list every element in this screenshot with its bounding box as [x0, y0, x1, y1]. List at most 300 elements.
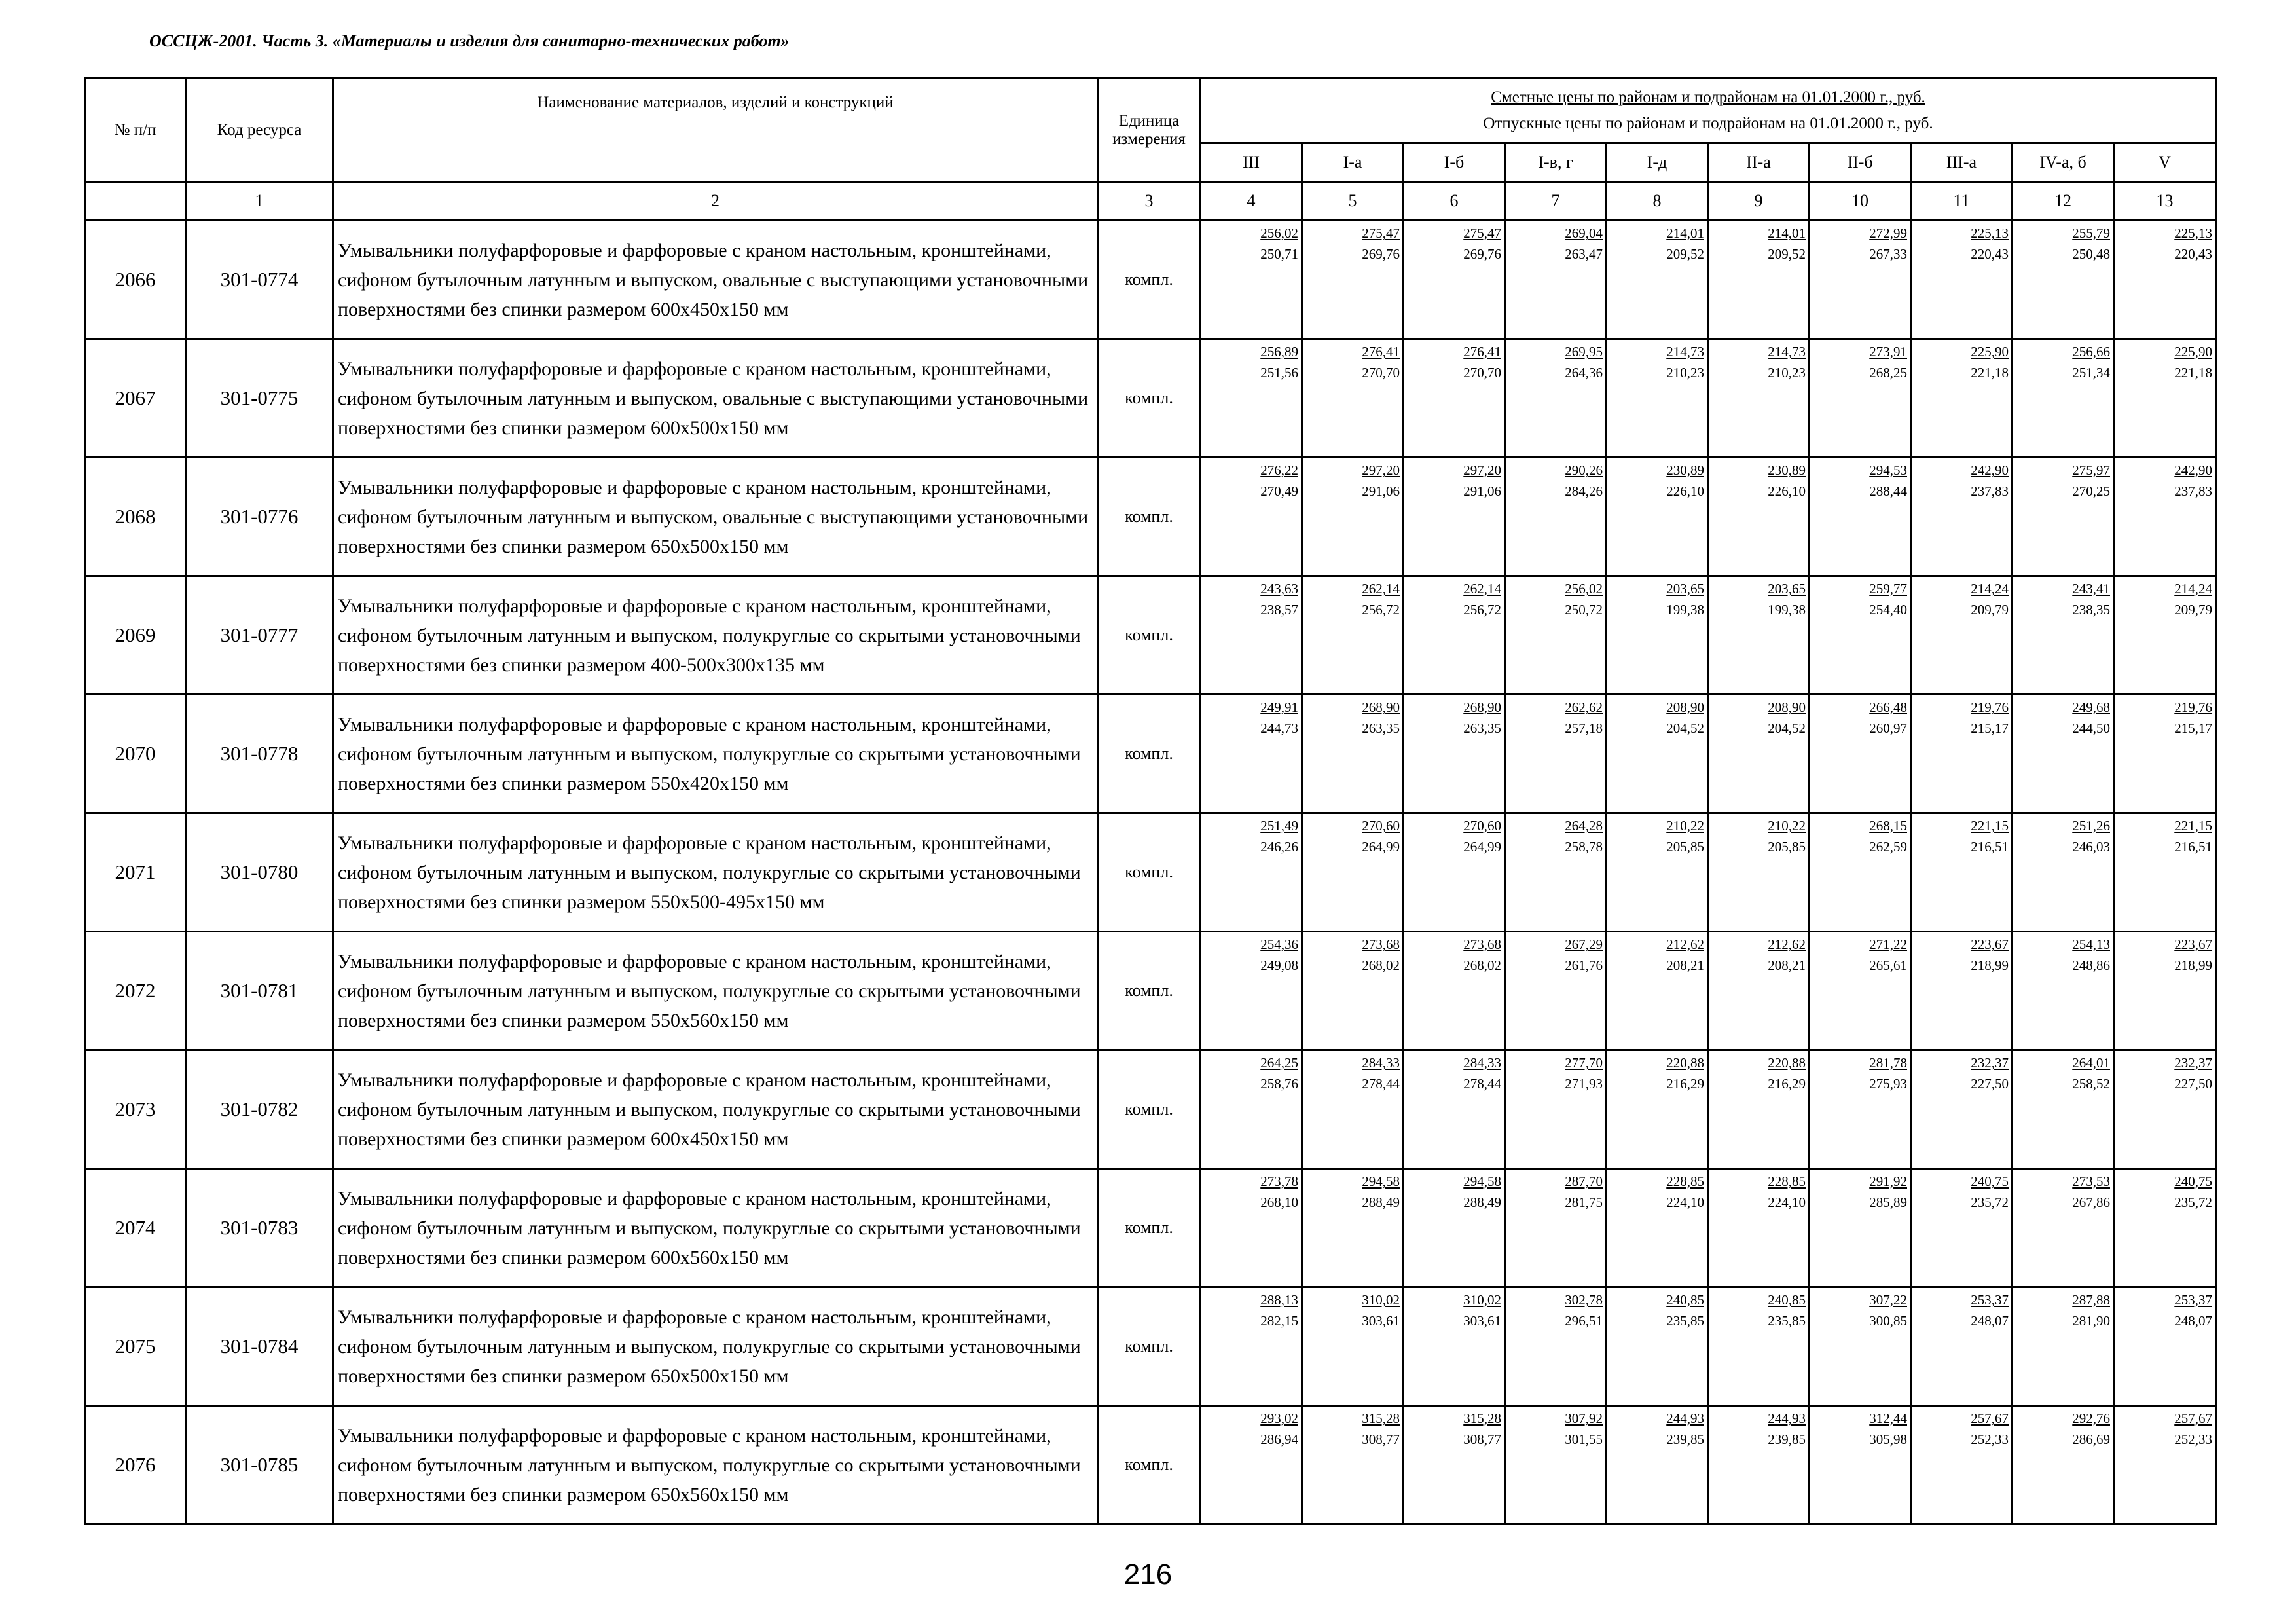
release-price: 284,26: [1565, 483, 1603, 499]
release-price: 278,44: [1463, 1076, 1501, 1092]
release-price: 286,69: [2072, 1431, 2110, 1447]
price-cell: [1810, 1287, 1911, 1406]
estimate-price: 214,24: [2174, 581, 2213, 597]
price-cell: [1607, 1169, 1708, 1287]
price-cell: [2013, 576, 2114, 695]
price-cell: [1810, 813, 1911, 932]
price-cell: [1201, 458, 1302, 576]
price-cell: [1607, 1406, 1708, 1524]
header-unit: Единица измерения: [1098, 79, 1201, 182]
price-cell: [1404, 695, 1505, 813]
estimate-price: 270,60: [1362, 818, 1400, 834]
estimate-price: 307,92: [1565, 1411, 1603, 1426]
release-price: 264,99: [1362, 839, 1400, 855]
release-price: 296,51: [1565, 1313, 1603, 1329]
estimate-price: 269,95: [1565, 344, 1603, 360]
price-cell: [2114, 1287, 2216, 1406]
release-price: 227,50: [1971, 1076, 2009, 1092]
price-cell: [1708, 1287, 1810, 1406]
estimate-price: 221,15: [1971, 818, 2009, 834]
price-cell: [1302, 458, 1404, 576]
price-cell: [1201, 813, 1302, 932]
estimate-price: 273,78: [1260, 1173, 1298, 1189]
price-cell: [1708, 932, 1810, 1050]
unit-cell: компл.: [1098, 932, 1201, 1050]
release-price: 249,08: [1260, 957, 1298, 973]
row-number: 2066: [85, 221, 186, 339]
release-price: 251,56: [1260, 365, 1298, 380]
region-header: III-а: [1911, 143, 2013, 182]
release-price: 250,72: [1565, 602, 1603, 618]
unit-cell: компл.: [1098, 1169, 1201, 1287]
release-price: 209,79: [2174, 602, 2213, 618]
material-name: Умывальники полуфарфоровые и фарфоровые с краном настольным, кронштейнами, сифоном бутылочным латунным и выпуском, полукруглые со скрытыми установочными поверхностями без спинки размером 550х500-495х150 мм: [333, 813, 1098, 932]
estimate-price: 210,22: [1768, 818, 1806, 834]
estimate-price: 272,99: [1869, 225, 1907, 241]
release-price: 252,33: [1971, 1431, 2009, 1447]
table-row: [85, 932, 2216, 1050]
release-price: 288,44: [1869, 483, 1907, 499]
price-cell: [1607, 813, 1708, 932]
price-cell: [1810, 221, 1911, 339]
estimate-price: 284,33: [1362, 1055, 1400, 1071]
price-cell: [1810, 1169, 1911, 1287]
table-row: [85, 221, 2216, 339]
table-row: [85, 695, 2216, 813]
price-cell: [1201, 339, 1302, 458]
price-cell: [1505, 339, 1607, 458]
release-price: 205,85: [1666, 839, 1704, 855]
price-cell: [1911, 1406, 2013, 1524]
estimate-price: 212,62: [1666, 936, 1704, 952]
price-cell: [1404, 1169, 1505, 1287]
estimate-price: 254,36: [1260, 936, 1298, 952]
price-cell: [1302, 221, 1404, 339]
release-price: 199,38: [1666, 602, 1704, 618]
release-price: 285,89: [1869, 1194, 1907, 1210]
price-cell: [1607, 932, 1708, 1050]
estimate-price: 273,53: [2072, 1173, 2110, 1189]
price-cell: [2013, 1287, 2114, 1406]
table-row: [85, 1050, 2216, 1169]
row-number: 2068: [85, 458, 186, 576]
release-price: 220,43: [2174, 246, 2213, 262]
column-number: 10: [1810, 182, 1911, 221]
material-name: Умывальники полуфарфоровые и фарфоровые с краном настольным, кронштейнами, сифоном бутылочным латунным и выпуском, овальные с выступающими установочными поверхностями без спинки размером 600х450х150 мм: [333, 221, 1098, 339]
release-price: 226,10: [1666, 483, 1704, 499]
estimate-price: 312,44: [1869, 1411, 1907, 1426]
estimate-price: 290,26: [1565, 462, 1603, 478]
price-cell: [1911, 221, 2013, 339]
price-cell: [1911, 339, 2013, 458]
resource-code: 301-0775: [186, 339, 333, 458]
price-cell: [1607, 1050, 1708, 1169]
row-number: 2076: [85, 1406, 186, 1524]
header-estimate-prices: Сметные цены по районам и подрайонам на 01.01.2000 г., руб.: [1491, 88, 1925, 106]
price-cell: [1302, 576, 1404, 695]
price-cell: [1505, 1287, 1607, 1406]
price-cell: [1708, 458, 1810, 576]
header-name: Наименование материалов, изделий и конструкций: [333, 79, 1098, 182]
column-number: 8: [1607, 182, 1708, 221]
release-price: 208,21: [1666, 957, 1704, 973]
estimate-price: 242,90: [2174, 462, 2213, 478]
release-price: 263,35: [1463, 720, 1501, 736]
price-cell: [1810, 576, 1911, 695]
estimate-price: 249,68: [2072, 699, 2110, 715]
price-cell: [1911, 458, 2013, 576]
estimate-price: 288,13: [1260, 1292, 1298, 1308]
estimate-price: 253,37: [2174, 1292, 2213, 1308]
estimate-price: 243,41: [2072, 581, 2110, 597]
release-price: 268,25: [1869, 365, 1907, 380]
price-cell: [1404, 932, 1505, 1050]
estimate-price: 208,90: [1768, 699, 1806, 715]
estimate-price: 273,68: [1362, 936, 1400, 952]
estimate-price: 210,22: [1666, 818, 1704, 834]
estimate-price: 294,58: [1463, 1173, 1501, 1189]
price-cell: [2114, 1169, 2216, 1287]
release-price: 275,93: [1869, 1076, 1907, 1092]
header-code: Код ресурса: [186, 79, 333, 182]
release-price: 205,85: [1768, 839, 1806, 855]
estimate-price: 276,41: [1463, 344, 1501, 360]
price-cell: [2114, 695, 2216, 813]
release-price: 270,49: [1260, 483, 1298, 499]
price-cell: [2013, 932, 2114, 1050]
unit-cell: компл.: [1098, 695, 1201, 813]
price-cell: [1201, 695, 1302, 813]
release-price: 256,72: [1463, 602, 1501, 618]
estimate-price: 284,33: [1463, 1055, 1501, 1071]
material-name: Умывальники полуфарфоровые и фарфоровые с краном настольным, кронштейнами, сифоном бутылочным латунным и выпуском, полукруглые со скрытыми установочными поверхностями без спинки размером 400-500х300х135 мм: [333, 576, 1098, 695]
material-name: Умывальники полуфарфоровые и фарфоровые с краном настольным, кронштейнами, сифоном бутылочным латунным и выпуском, полукруглые со скрытыми установочными поверхностями без спинки размером 650х560х150 мм: [333, 1406, 1098, 1524]
price-cell: [1505, 1406, 1607, 1524]
estimate-price: 270,60: [1463, 818, 1501, 834]
price-cell: [1911, 1050, 2013, 1169]
estimate-price: 243,63: [1260, 581, 1298, 597]
column-number: 6: [1404, 182, 1505, 221]
row-number: 2072: [85, 932, 186, 1050]
price-cell: [1404, 576, 1505, 695]
price-cell: [1810, 695, 1911, 813]
release-price: 218,99: [2174, 957, 2213, 973]
region-header: I-а: [1302, 143, 1404, 182]
estimate-price: 269,04: [1565, 225, 1603, 241]
estimate-price: 214,01: [1666, 225, 1704, 241]
release-price: 226,10: [1768, 483, 1806, 499]
price-cell: [1404, 339, 1505, 458]
table-row: [85, 458, 2216, 576]
estimate-price: 264,01: [2072, 1055, 2110, 1071]
price-cell: [1302, 1050, 1404, 1169]
price-cell: [1505, 932, 1607, 1050]
release-price: 278,44: [1362, 1076, 1400, 1092]
row-number: 2074: [85, 1169, 186, 1287]
estimate-price: 264,25: [1260, 1055, 1298, 1071]
release-price: 244,73: [1260, 720, 1298, 736]
price-cell: [1708, 339, 1810, 458]
region-header: I-б: [1404, 143, 1505, 182]
release-price: 258,76: [1260, 1076, 1298, 1092]
price-cell: [2013, 1050, 2114, 1169]
estimate-price: 310,02: [1362, 1292, 1400, 1308]
estimate-price: 225,13: [1971, 225, 2009, 241]
estimate-price: 225,90: [2174, 344, 2213, 360]
row-number: 2067: [85, 339, 186, 458]
estimate-price: 240,75: [2174, 1173, 2213, 1189]
estimate-price: 310,02: [1463, 1292, 1501, 1308]
estimate-price: 212,62: [1768, 936, 1806, 952]
estimate-price: 251,49: [1260, 818, 1298, 834]
estimate-price: 287,70: [1565, 1173, 1603, 1189]
region-header: II-б: [1810, 143, 1911, 182]
header-release-prices: Отпускные цены по районам и подрайонам на 01.01.2000 г., руб.: [1483, 115, 1933, 132]
release-price: 271,93: [1565, 1076, 1603, 1092]
material-name: Умывальники полуфарфоровые и фарфоровые с краном настольным, кронштейнами, сифоном бутылочным латунным и выпуском, овальные с выступающими установочными поверхностями без спинки размером 600х500х150 мм: [333, 339, 1098, 458]
unit-cell: компл.: [1098, 458, 1201, 576]
price-cell: [1708, 576, 1810, 695]
release-price: 263,35: [1362, 720, 1400, 736]
price-cell: [1201, 1050, 1302, 1169]
release-price: 216,51: [2174, 839, 2213, 855]
estimate-price: 242,90: [1971, 462, 2009, 478]
estimate-price: 294,58: [1362, 1173, 1400, 1189]
estimate-price: 219,76: [1971, 699, 2009, 715]
estimate-price: 294,53: [1869, 462, 1907, 478]
estimate-price: 275,47: [1463, 225, 1501, 241]
release-price: 224,10: [1666, 1194, 1704, 1210]
estimate-price: 208,90: [1666, 699, 1704, 715]
price-cell: [2013, 695, 2114, 813]
region-header: II-а: [1708, 143, 1810, 182]
estimate-price: 244,93: [1666, 1411, 1704, 1426]
price-cell: [2013, 339, 2114, 458]
resource-code: 301-0780: [186, 813, 333, 932]
release-price: 291,06: [1463, 483, 1501, 499]
estimate-price: 254,13: [2072, 936, 2110, 952]
estimate-price: 256,66: [2072, 344, 2110, 360]
estimate-price: 230,89: [1768, 462, 1806, 478]
column-number: 2: [333, 182, 1098, 221]
estimate-price: 214,73: [1666, 344, 1704, 360]
column-number: 1: [186, 182, 333, 221]
unit-cell: компл.: [1098, 1287, 1201, 1406]
price-cell: [1404, 458, 1505, 576]
release-price: 268,10: [1260, 1194, 1298, 1210]
table-row: [85, 813, 2216, 932]
resource-code: 301-0774: [186, 221, 333, 339]
release-price: 216,51: [1971, 839, 2009, 855]
estimate-price: 240,85: [1666, 1292, 1704, 1308]
row-number: 2070: [85, 695, 186, 813]
resource-code: 301-0781: [186, 932, 333, 1050]
release-price: 218,99: [1971, 957, 2009, 973]
estimate-price: 214,01: [1768, 225, 1806, 241]
price-cell: [2013, 458, 2114, 576]
estimate-price: 297,20: [1463, 462, 1501, 478]
price-cell: [1810, 339, 1911, 458]
release-price: 235,85: [1768, 1313, 1806, 1329]
release-price: 248,86: [2072, 957, 2110, 973]
price-cell: [1302, 1287, 1404, 1406]
price-cell: [1911, 932, 2013, 1050]
release-price: 251,34: [2072, 365, 2110, 380]
release-price: 282,15: [1260, 1313, 1298, 1329]
estimate-price: 251,26: [2072, 818, 2110, 834]
release-price: 216,29: [1768, 1076, 1806, 1092]
region-header: III: [1201, 143, 1302, 182]
estimate-price: 293,02: [1260, 1411, 1298, 1426]
price-cell: [2114, 339, 2216, 458]
estimate-price: 268,90: [1463, 699, 1501, 715]
release-price: 262,59: [1869, 839, 1907, 855]
estimate-price: 266,48: [1869, 699, 1907, 715]
price-cell: [1708, 221, 1810, 339]
price-cell: [1505, 576, 1607, 695]
release-price: 235,85: [1666, 1313, 1704, 1329]
price-cell: [1607, 221, 1708, 339]
release-price: 237,83: [1971, 483, 2009, 499]
release-price: 238,57: [1260, 602, 1298, 618]
release-price: 224,10: [1768, 1194, 1806, 1210]
price-cell: [1302, 1406, 1404, 1524]
release-price: 265,61: [1869, 957, 1907, 973]
price-cell: [1708, 1050, 1810, 1169]
estimate-price: 315,28: [1362, 1411, 1400, 1426]
material-name: Умывальники полуфарфоровые и фарфоровые с краном настольным, кронштейнами, сифоном бутылочным латунным и выпуском, овальные с выступающими установочными поверхностями без спинки размером 650х500х150 мм: [333, 458, 1098, 576]
price-cell: [1708, 1406, 1810, 1524]
release-price: 288,49: [1362, 1194, 1400, 1210]
header-num: № п/п: [85, 79, 186, 182]
price-cell: [1505, 221, 1607, 339]
resource-code: 301-0777: [186, 576, 333, 695]
release-price: 305,98: [1869, 1431, 1907, 1447]
price-cell: [1708, 1169, 1810, 1287]
column-number: 5: [1302, 182, 1404, 221]
release-price: 204,52: [1768, 720, 1806, 736]
price-cell: [1404, 1287, 1505, 1406]
table-row: [85, 576, 2216, 695]
region-header: I-в, г: [1505, 143, 1607, 182]
price-cell: [1201, 932, 1302, 1050]
release-price: 244,50: [2072, 720, 2110, 736]
estimate-price: 214,73: [1768, 344, 1806, 360]
estimate-price: 219,76: [2174, 699, 2213, 715]
price-cell: [1201, 1287, 1302, 1406]
price-cell: [2013, 813, 2114, 932]
estimate-price: 271,22: [1869, 936, 1907, 952]
price-cell: [1201, 1406, 1302, 1524]
price-cell: [1505, 695, 1607, 813]
estimate-price: 281,78: [1869, 1055, 1907, 1071]
estimate-price: 203,65: [1666, 581, 1704, 597]
release-price: 248,07: [1971, 1313, 2009, 1329]
resource-code: 301-0783: [186, 1169, 333, 1287]
estimate-price: 287,88: [2072, 1292, 2110, 1308]
release-price: 286,94: [1260, 1431, 1298, 1447]
price-cell: [1201, 576, 1302, 695]
estimate-price: 240,85: [1768, 1292, 1806, 1308]
estimate-price: 264,28: [1565, 818, 1603, 834]
release-price: 270,25: [2072, 483, 2110, 499]
region-header: IV-а, б: [2013, 143, 2114, 182]
resource-code: 301-0784: [186, 1287, 333, 1406]
release-price: 270,70: [1463, 365, 1501, 380]
release-price: 209,52: [1666, 246, 1704, 262]
material-name: Умывальники полуфарфоровые и фарфоровые с краном настольным, кронштейнами, сифоном бутылочным латунным и выпуском, полукруглые со скрытыми установочными поверхностями без спинки размером 550х560х150 мм: [333, 932, 1098, 1050]
price-cell: [1505, 1169, 1607, 1287]
price-cell: [1911, 813, 2013, 932]
release-price: 220,43: [1971, 246, 2009, 262]
estimate-price: 259,77: [1869, 581, 1907, 597]
price-cell: [2114, 813, 2216, 932]
estimate-price: 276,41: [1362, 344, 1400, 360]
estimate-price: 262,14: [1362, 581, 1400, 597]
price-cell: [1708, 813, 1810, 932]
release-price: 267,86: [2072, 1194, 2110, 1210]
estimate-price: 256,89: [1260, 344, 1298, 360]
price-cell: [1302, 695, 1404, 813]
estimate-price: 249,91: [1260, 699, 1298, 715]
price-cell: [1505, 458, 1607, 576]
release-price: 308,77: [1362, 1431, 1400, 1447]
release-price: 269,76: [1362, 246, 1400, 262]
estimate-price: 275,47: [1362, 225, 1400, 241]
release-price: 235,72: [2174, 1194, 2213, 1210]
estimate-price: 273,91: [1869, 344, 1907, 360]
price-cell: [1302, 1169, 1404, 1287]
release-price: 254,40: [1869, 602, 1907, 618]
estimate-price: 275,97: [2072, 462, 2110, 478]
release-price: 221,18: [1971, 365, 2009, 380]
price-cell: [1810, 1406, 1911, 1524]
price-cell: [1607, 458, 1708, 576]
estimate-price: 262,62: [1565, 699, 1603, 715]
price-cell: [1607, 695, 1708, 813]
release-price: 246,03: [2072, 839, 2110, 855]
price-cell: [1404, 221, 1505, 339]
release-price: 268,02: [1362, 957, 1400, 973]
resource-code: 301-0782: [186, 1050, 333, 1169]
price-cell: [1810, 1050, 1911, 1169]
release-price: 267,33: [1869, 246, 1907, 262]
row-number: 2073: [85, 1050, 186, 1169]
estimate-price: 292,76: [2072, 1411, 2110, 1426]
price-cell: [2114, 576, 2216, 695]
price-cell: [1201, 221, 1302, 339]
table-row: [85, 339, 2216, 458]
release-price: 209,79: [1971, 602, 2009, 618]
price-cell: [2013, 1406, 2114, 1524]
estimate-price: 221,15: [2174, 818, 2213, 834]
release-price: 235,72: [1971, 1194, 2009, 1210]
release-price: 260,97: [1869, 720, 1907, 736]
price-cell: [1607, 576, 1708, 695]
release-price: 246,26: [1260, 839, 1298, 855]
release-price: 250,48: [2072, 246, 2110, 262]
price-cell: [1911, 695, 2013, 813]
resource-code: 301-0778: [186, 695, 333, 813]
estimate-price: 273,68: [1463, 936, 1501, 952]
page-number: 216: [1123, 1559, 1173, 1591]
release-price: 257,18: [1565, 720, 1603, 736]
estimate-price: 220,88: [1666, 1055, 1704, 1071]
estimate-price: 223,67: [2174, 936, 2213, 952]
price-cell: [1505, 813, 1607, 932]
price-cell: [2114, 932, 2216, 1050]
release-price: 270,70: [1362, 365, 1400, 380]
